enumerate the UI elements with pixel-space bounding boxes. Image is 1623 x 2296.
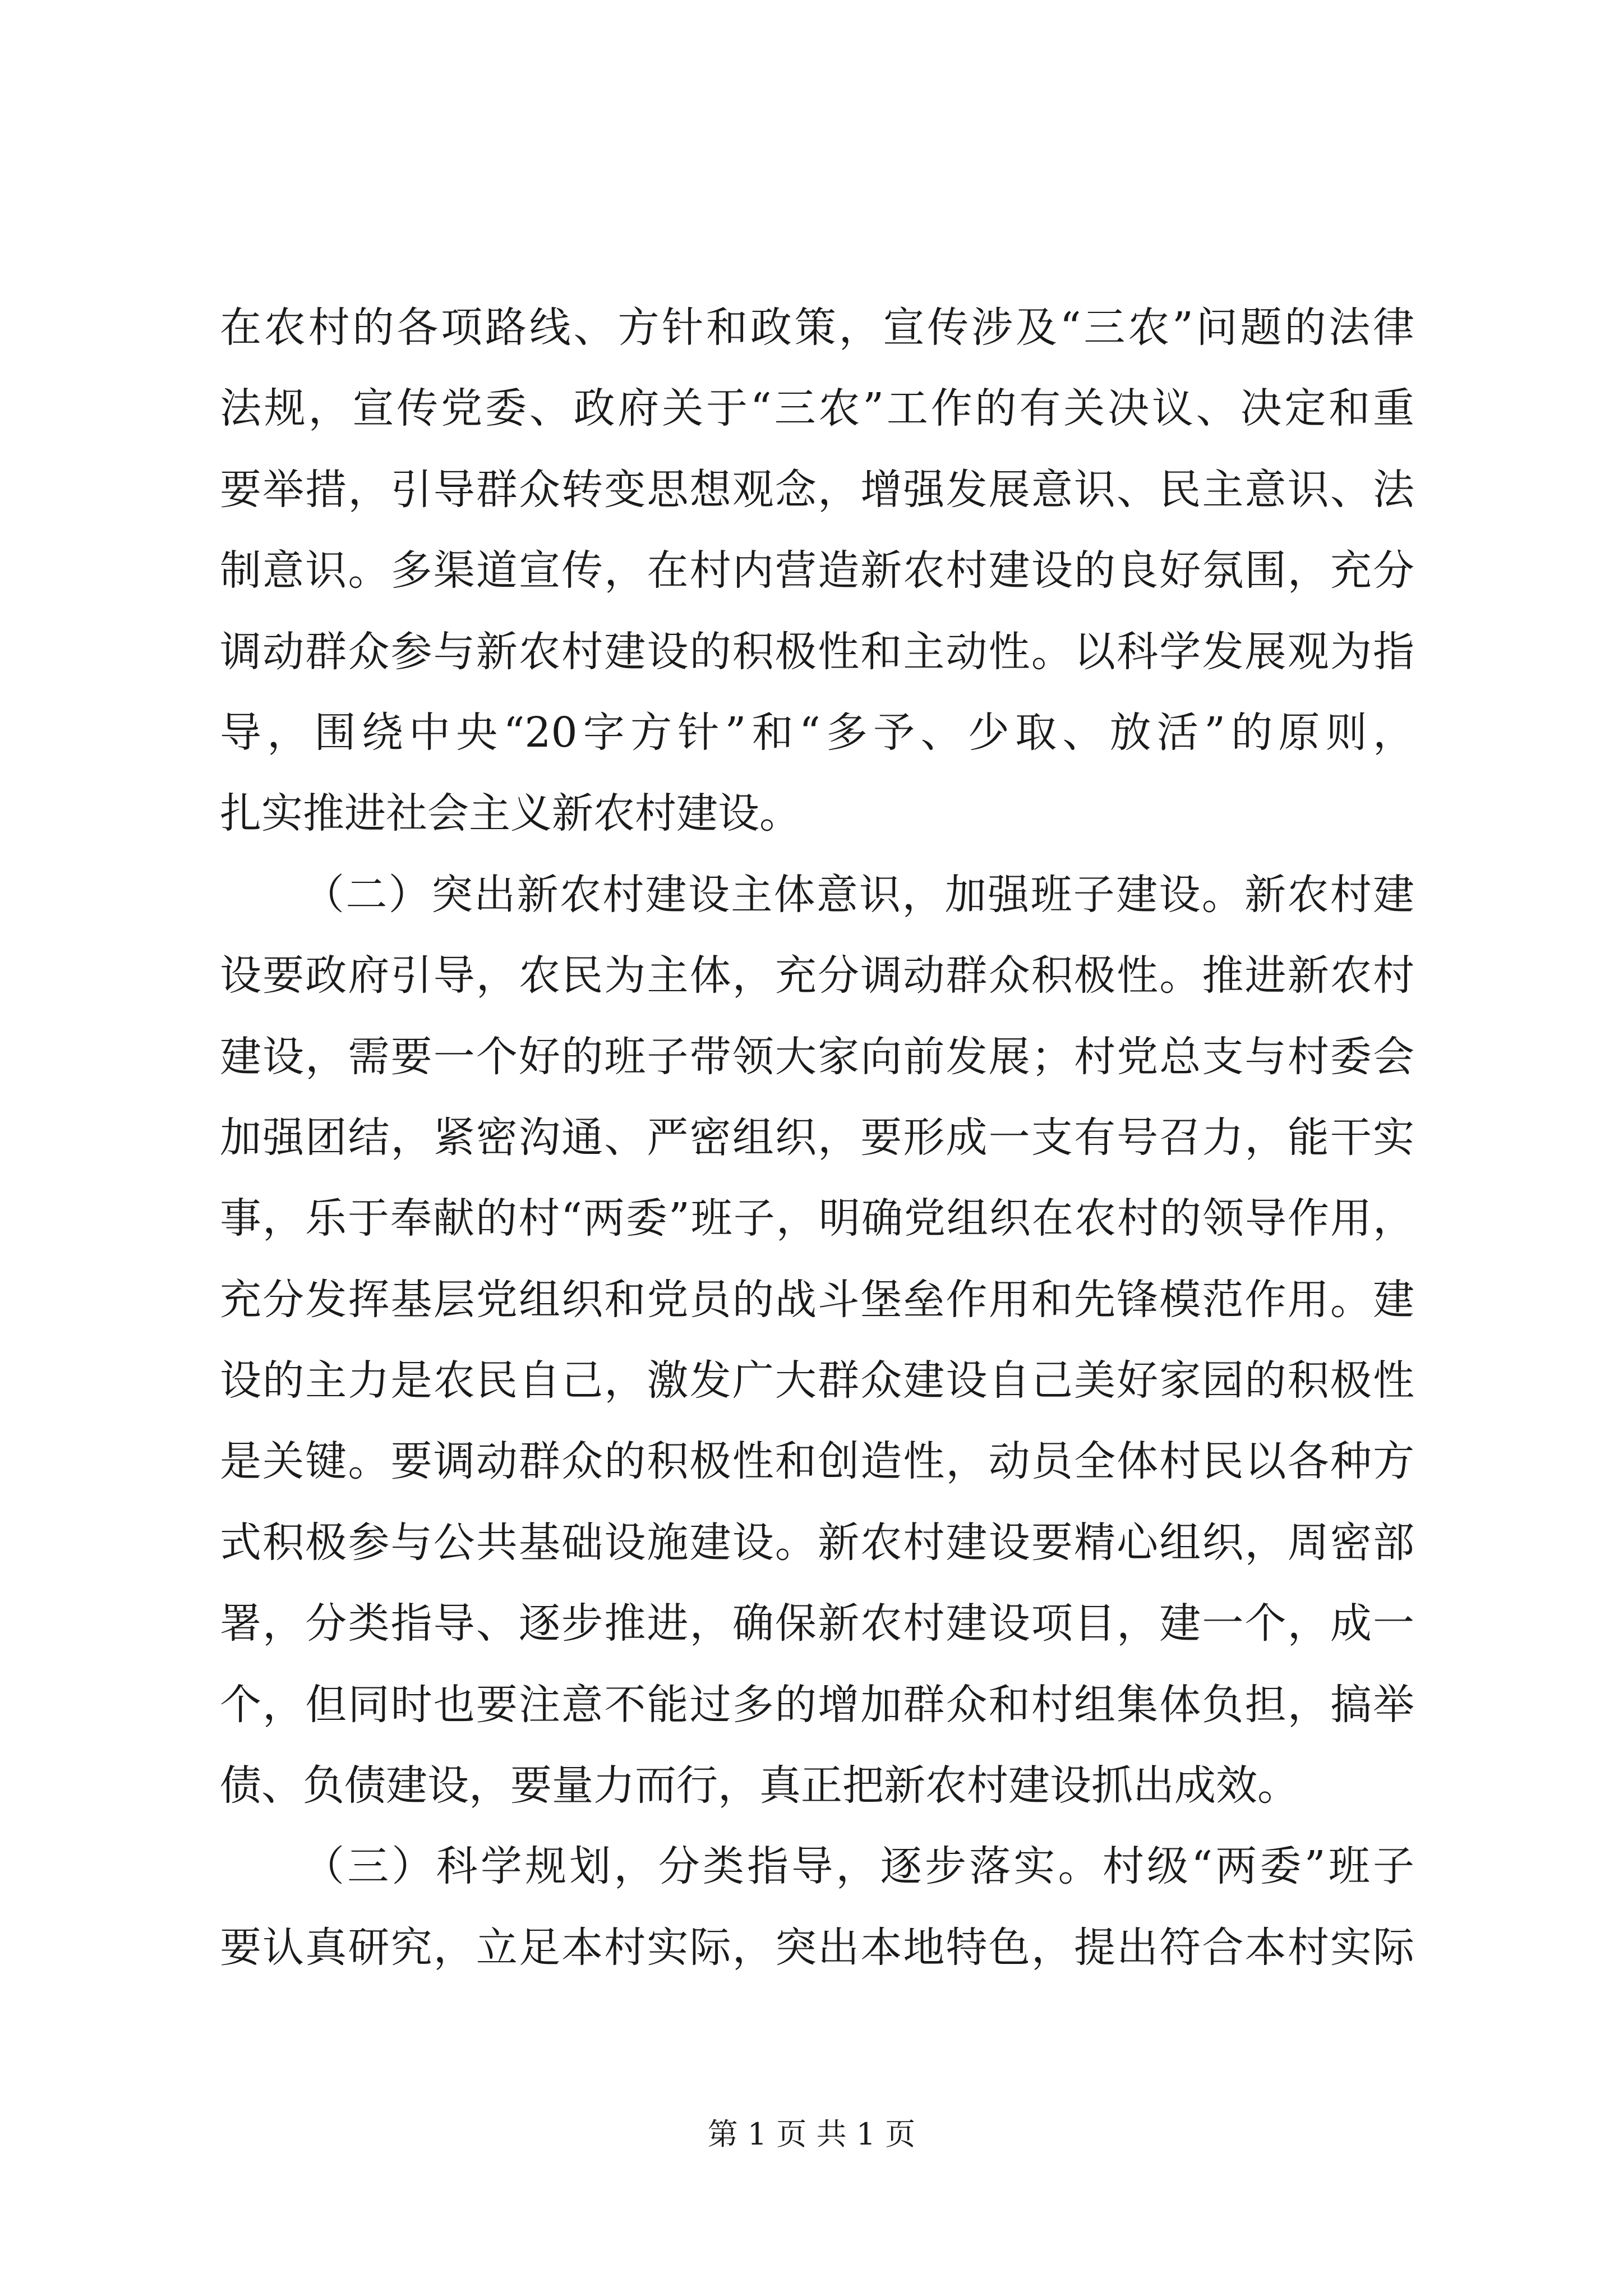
text-line: 扎实推进社会主义新农村建设。 [220, 789, 801, 838]
text-line: 调动群众参与新农村建设的积极性和主动性。以科学发展观为指 [220, 627, 1414, 676]
text-line: 法规，宣传党委、政府关于“三农”工作的有关决议、决定和重 [220, 384, 1414, 433]
text-line: 制意识。多渠道宣传，在村内营造新农村建设的良好氛围，充分 [220, 546, 1414, 595]
paragraph-heading-line: （三）科学规划，分类指导，逐步落实。村级“两委”班子 [303, 1842, 1414, 1891]
text-line: 设要政府引导，农民为主体，充分调动群众积极性。推进新农村 [220, 951, 1414, 1000]
text-line: 建设，需要一个好的班子带领大家向前发展；村党总支与村委会 [220, 1032, 1414, 1081]
paragraph-heading-line: （二）突出新农村建设主体意识，加强班子建设。新农村建 [303, 870, 1414, 919]
text-line: 要举措，引导群众转变思想观念，增强发展意识、民主意识、法 [220, 465, 1414, 514]
text-line: 加强团结，紧密沟通、严密组织，要形成一支有号召力，能干实 [220, 1113, 1414, 1162]
text-line: 署，分类指导、逐步推进，确保新农村建设项目，建一个，成一 [220, 1599, 1414, 1648]
text-line: 式积极参与公共基础设施建设。新农村建设要精心组织，周密部 [220, 1518, 1414, 1567]
text-line: 要认真研究，立足本村实际，突出本地特色，提出符合本村实际 [220, 1923, 1414, 1972]
text-line: 导，围绕中央“20字方针”和“多予、少取、放活”的原则， [220, 708, 1414, 757]
page-footer: 第 1 页 共 1 页 [707, 2116, 916, 2152]
text-line: 个，但同时也要注意不能过多的增加群众和村组集体负担，搞举 [220, 1680, 1414, 1729]
text-line: 债、负债建设，要量力而行，真正把新农村建设抓出成效。 [220, 1761, 1299, 1810]
text-line: 是关键。要调动群众的积极性和创造性，动员全体村民以各种方 [220, 1437, 1414, 1486]
document-body [220, 287, 1414, 1988]
text-line: 事，乐于奉献的村“两委”班子，明确党组织在农村的领导作用， [220, 1194, 1414, 1243]
text-line: 充分发挥基层党组织和党员的战斗堡垒作用和先锋模范作用。建 [220, 1275, 1414, 1324]
text-line: 设的主力是农民自己，激发广大群众建设自己美好家园的积极性 [220, 1356, 1414, 1405]
text-line: 在农村的各项路线、方针和政策，宣传涉及“三农”问题的法律 [220, 303, 1414, 352]
